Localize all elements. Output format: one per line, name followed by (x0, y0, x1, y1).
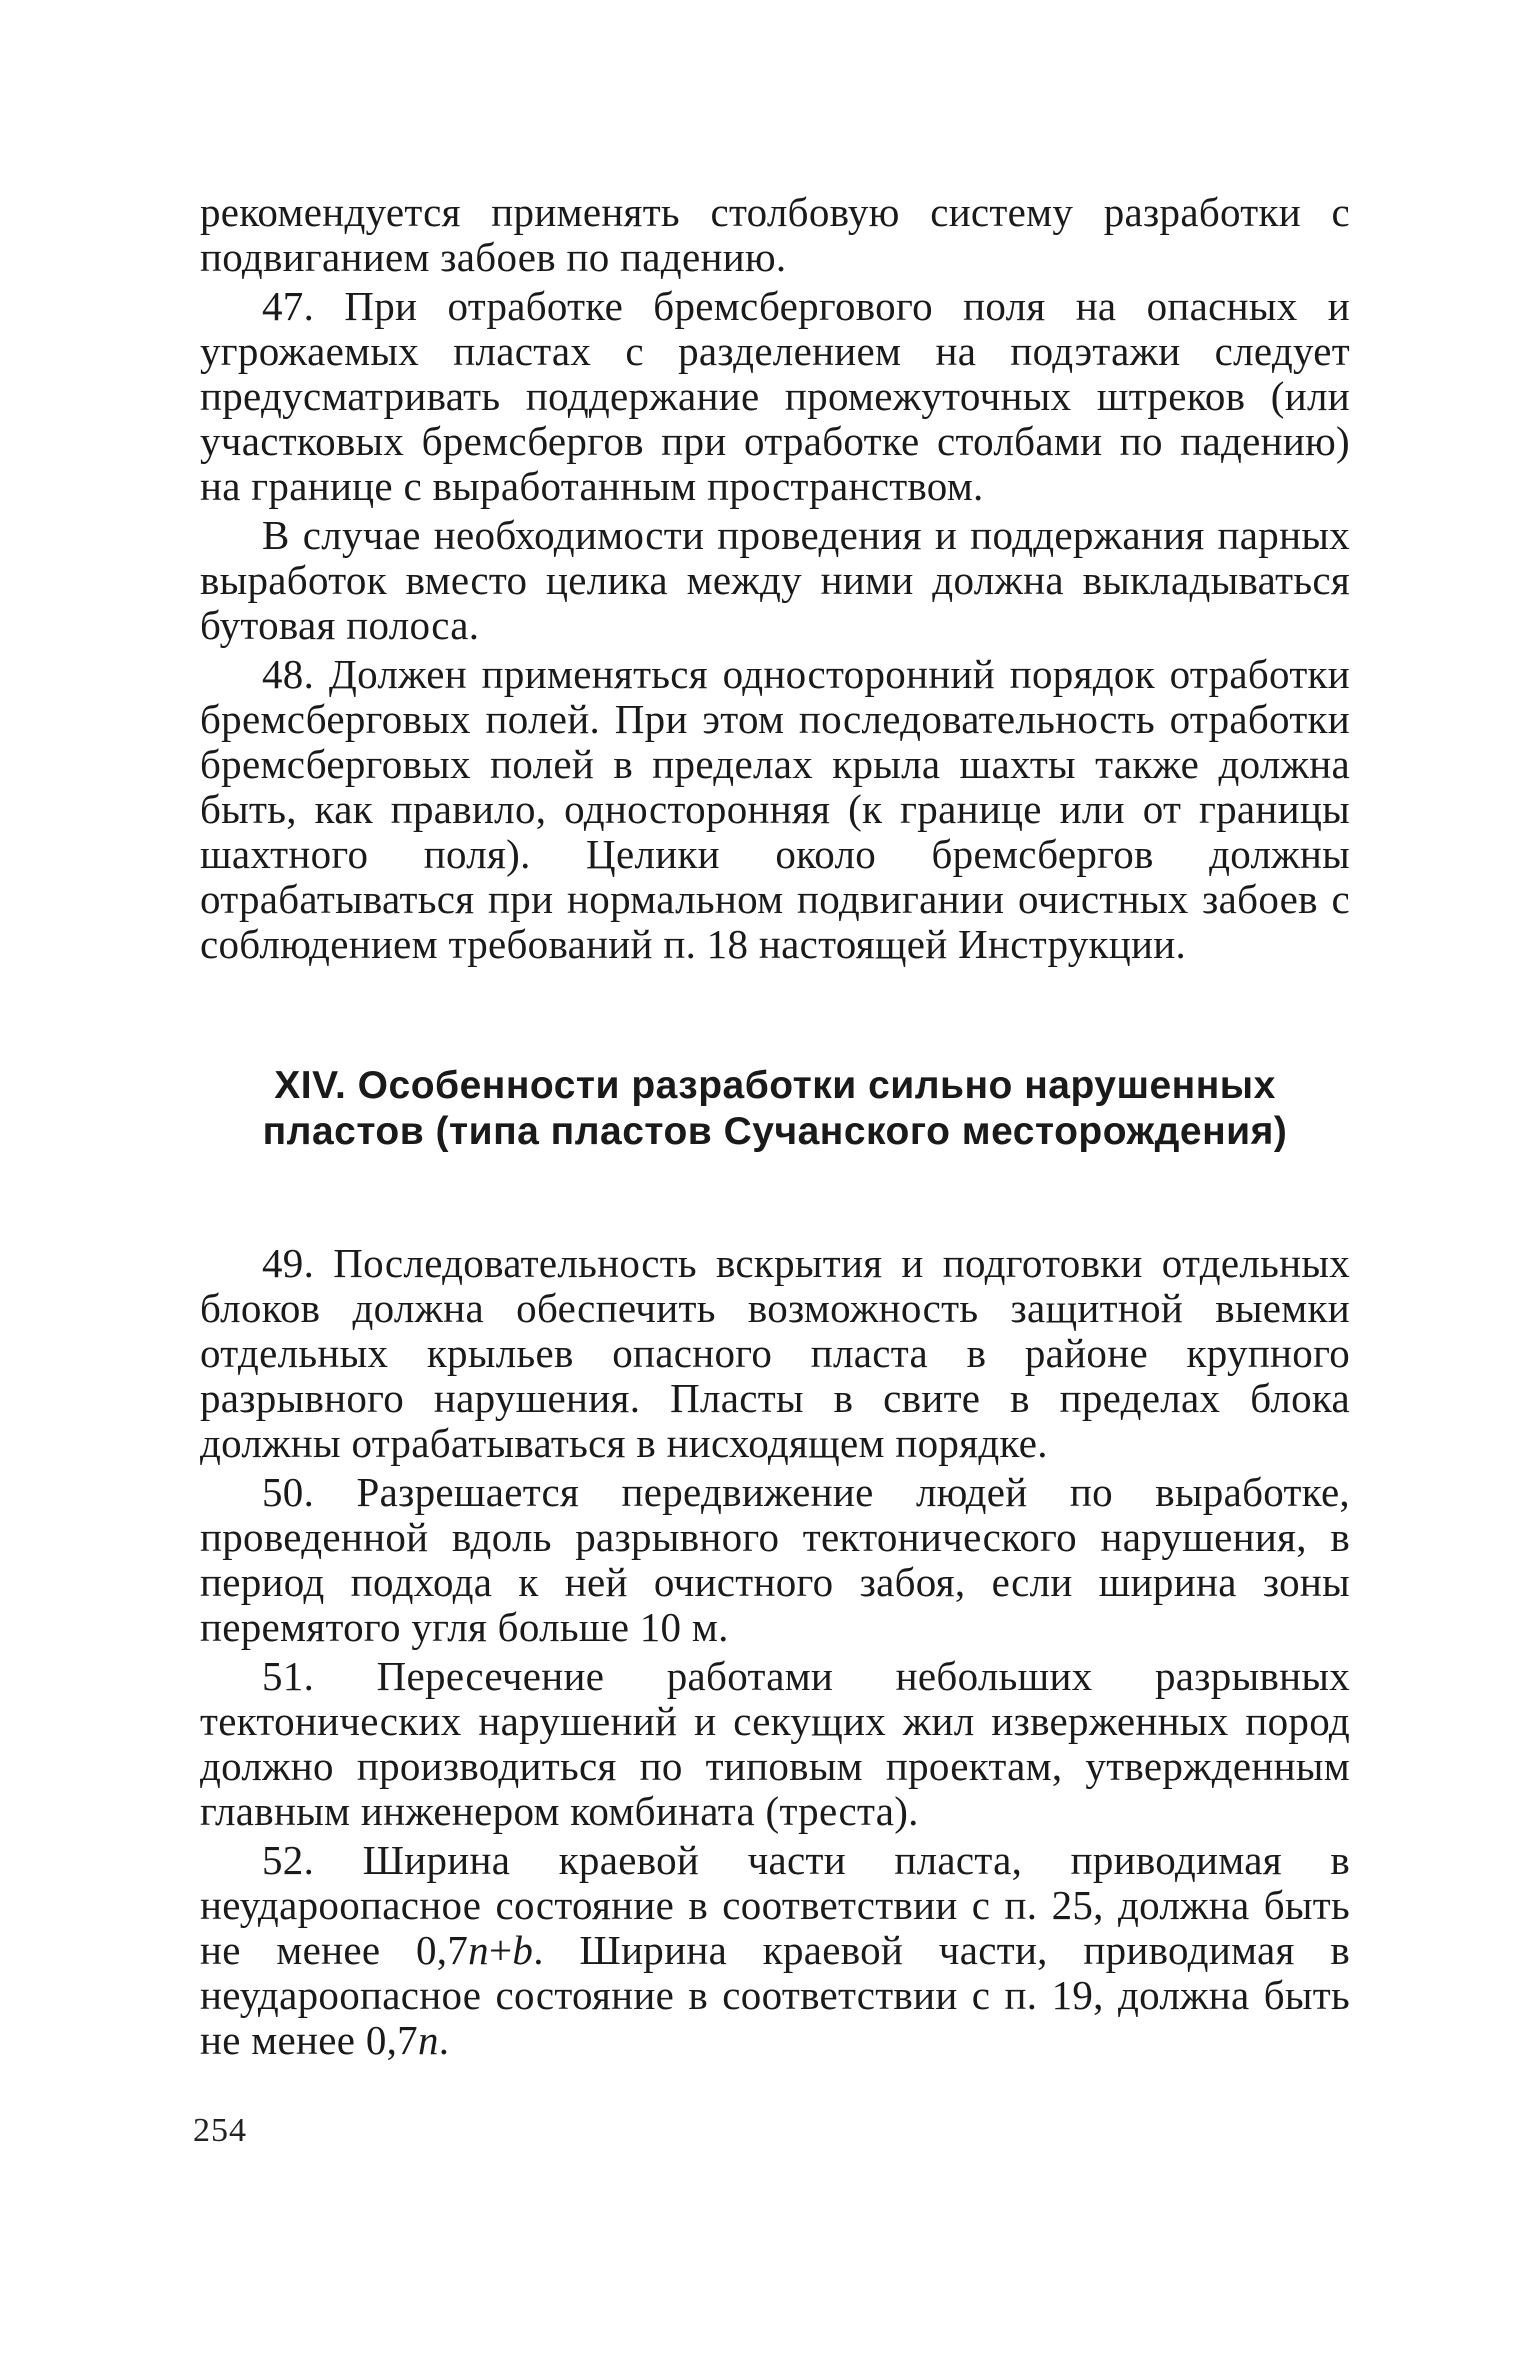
section-heading-xiv (200, 1063, 1350, 1155)
paragraph-46-continuation: рекомендуется применять столбовую систему разработки с подвиганием забоев по падению. (200, 189, 1350, 280)
p52-text-1: 52. Ширина краевой части пласта, приводимая в неударoопасное состояние в соответствии с п. 25, должна быть не менее 0,7 (200, 1837, 1350, 1973)
p52-var-b: b (512, 1927, 534, 1973)
paragraph-47-second: В случае необходимости проведения и поддержания парных выработок вместо целика между ними должна выкладываться бутовая полоса. (200, 512, 1350, 648)
p52-var-n: n (468, 1927, 489, 1973)
paragraph-50: 50. Разрешается передвижение людей по выработке, проведенной вдоль разрывного тектонического нарушения, в период подхода к ней очистного забоя, если ширина зоны перемятого угля больше 10 м. (200, 1469, 1350, 1650)
paragraph-49: 49. Последовательность вскрытия и подготовки отдельных блоков должна обеспечить возможность защитной выемки отдельных крыльев опасного пласта в районе крупного разрывного нарушения. Пласты в свите в пределах блока должны отрабатываться в нисходящем порядке. (200, 1240, 1350, 1466)
paragraph-47: 47. При отработке бремсбергового поля на опасных и угрожаемых пластах с разделением на подэтажи следует предусматривать поддержание промежуточных штреков (или участковых бремсбергов при отработке столбами по падению) на границе с выработанным пространством. (200, 283, 1350, 509)
paragraph-48: 48. Должен применяться односторонний порядок отработки бремсберговых полей. При этом последовательность отработки бремсберговых полей в пределах крыла шахты также должна быть, как правило, односторонняя (к границе или от границы шахтного поля). Целики около бремсбергов должны отрабатываться при нормальном подвигании очистных забоев с соблюдением требований п. 18 настоящей Инструкции. (200, 651, 1350, 967)
page-number: 254 (193, 2112, 247, 2149)
section-heading-line-1: XIV. Особенности разработки сильно нарушенных (274, 1064, 1276, 1107)
p52-text-2: . Ширина краевой части, приводимая в неудароопасное состояние в соответствии с п. 19, должна быть не менее 0,7 (200, 1927, 1350, 2063)
paragraph-52 (200, 1838, 1350, 2063)
paragraph-51: 51. Пересечение работами небольших разрывных тектонических нарушений и секущих жил изверженных пород должно производиться по типовым проектам, утвержденным главным инженером комбината (треста). (200, 1653, 1350, 1834)
p52-text-end: . (438, 2017, 450, 2063)
page-body (200, 190, 1350, 2063)
p52-plus: + (488, 1927, 513, 1973)
section-heading-line-2: пластов (типа пластов Сучанского месторождения) (262, 1110, 1288, 1153)
p52-var-n-2: n (417, 2017, 439, 2063)
